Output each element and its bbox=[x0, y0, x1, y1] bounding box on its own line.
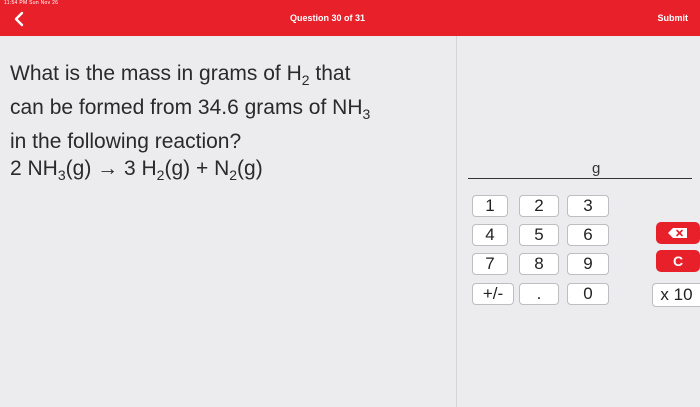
backspace-x-icon bbox=[667, 227, 689, 239]
reaction-equation: 2 $NH_3(g) \to 3$ $H_2(g) + N_2(g)$ bbox=[10, 157, 263, 184]
key-0[interactable]: 0 bbox=[567, 283, 609, 305]
key-4[interactable]: 4 bbox=[472, 224, 508, 246]
top-bar bbox=[0, 0, 700, 36]
key-1[interactable]: 1 bbox=[472, 195, 508, 217]
question-counter: Question 30 of 31 bbox=[290, 13, 366, 23]
key-7[interactable]: 7 bbox=[472, 253, 508, 275]
chevron-left-icon bbox=[12, 11, 26, 27]
status-bar: 11:54 PM Sun Nov 26 bbox=[4, 0, 59, 6]
key-decimal[interactable]: . bbox=[519, 283, 559, 305]
backspace-button[interactable] bbox=[656, 222, 700, 244]
key-2[interactable]: 2 bbox=[519, 195, 559, 217]
key-plus-minus[interactable]: +/- bbox=[472, 283, 514, 305]
question-line-2: can be formed from 34.6 grams of $NH_3$ bbox=[10, 96, 371, 123]
question-line-1: What is the mass in grams of $H_2$ that bbox=[10, 62, 351, 89]
answer-field[interactable] bbox=[468, 150, 692, 178]
answer-underline bbox=[468, 178, 692, 179]
key-6[interactable]: 6 bbox=[567, 224, 609, 246]
key-5[interactable]: 5 bbox=[519, 224, 559, 246]
question-text bbox=[10, 60, 450, 190]
panel-divider bbox=[456, 36, 457, 407]
key-8[interactable]: 8 bbox=[519, 253, 559, 275]
question-line-3: in the following reaction? bbox=[10, 130, 242, 154]
back-button[interactable] bbox=[6, 6, 32, 32]
times-ten-button[interactable]: x 10 bbox=[652, 283, 700, 307]
answer-unit: g bbox=[592, 160, 601, 177]
clear-button[interactable]: C bbox=[656, 250, 700, 272]
submit-button[interactable]: Submit bbox=[657, 13, 688, 23]
key-9[interactable]: 9 bbox=[567, 253, 609, 275]
key-3[interactable]: 3 bbox=[567, 195, 609, 217]
